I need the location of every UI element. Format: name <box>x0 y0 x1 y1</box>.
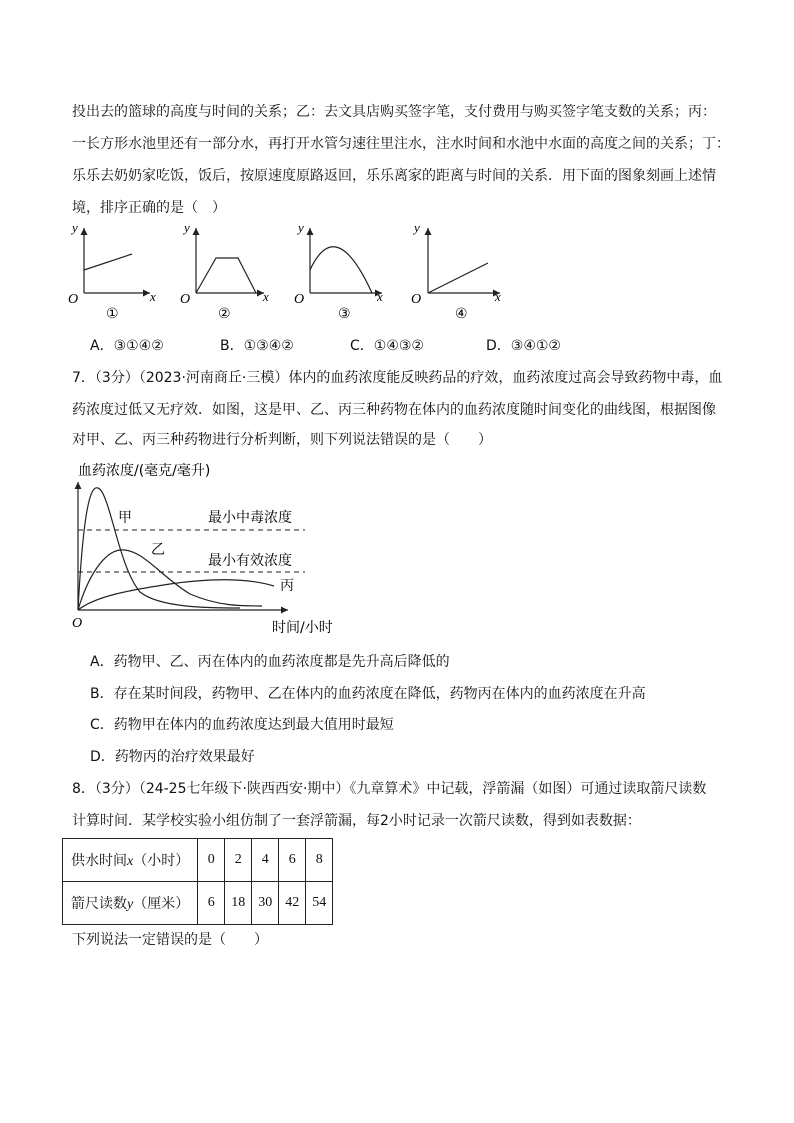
graph-2-y: y <box>184 220 190 235</box>
graph-3-o: O <box>294 292 305 307</box>
graph-1-y: y <box>72 220 78 235</box>
q8-after: 下列说法一定错误的是（ ） <box>72 932 268 948</box>
graph-3 <box>294 220 383 322</box>
table-cell: 6 <box>198 882 225 925</box>
q6-line-1: 投出去的篮球的高度与时间的关系；乙：去文具店购买签字笔，支付费用与购买签字笔支数的关系；丙： <box>72 104 716 120</box>
effective-label: 最小有效浓度 <box>208 553 292 569</box>
table-cell: 6 <box>279 839 306 882</box>
graph-2-label: ② <box>218 306 231 322</box>
q7-ylabel: 血药浓度/(毫克/毫升) <box>78 463 211 479</box>
table-row <box>63 882 333 925</box>
graph-4-label: ④ <box>455 306 468 322</box>
q7-option-c[interactable]: C．药物甲在体内的血药浓度达到最大值用时最短 <box>90 717 394 733</box>
q6-line-2: 一长方形水池里还有一部分水，再打开水管匀速往里注水，注水时间和水池中水面的高度之间的关系；丁： <box>72 136 730 152</box>
q7-chart <box>0 456 794 636</box>
q6-line-4: 境，排序正确的是（ ） <box>72 200 226 216</box>
graph-1-x: x <box>150 289 156 304</box>
curve-bing-label: 丙 <box>280 578 294 594</box>
q6-option-c[interactable]: C．①④③② <box>350 338 424 354</box>
q7-line-2: 药浓度过低又无疗效．如图，这是甲、乙、丙三种药物在体内的血药浓度随时间变化的曲线图，根据图像 <box>72 402 716 418</box>
graph-4 <box>411 220 501 322</box>
graph-3-x: x <box>377 289 383 304</box>
curve-yi-label: 乙 <box>151 542 165 558</box>
q8-line-1: 8．（3分）（24-25七年级下·陕西西安·期中）《九章算术》中记载，浮箭漏（如图）可通过读取箭尺读数 <box>72 781 707 797</box>
q6-option-d[interactable]: D．③④①② <box>486 338 561 354</box>
q8-table <box>62 838 333 925</box>
toxic-label: 最小中毒浓度 <box>208 510 292 526</box>
table-cell: 18 <box>225 882 252 925</box>
table-cell: 8 <box>306 839 333 882</box>
q6-options <box>90 336 561 356</box>
graph-2 <box>180 220 269 322</box>
graph-2-x: x <box>263 289 269 304</box>
graph-4-x: x <box>495 289 501 304</box>
row1-header: 供水时间x（小时） <box>63 839 198 882</box>
q7-line-3: 对甲、乙、丙三种药物进行分析判断，则下列说法错误的是（ ） <box>72 432 492 448</box>
table-cell: 54 <box>306 882 333 925</box>
q6-graphs <box>0 218 794 328</box>
graph-3-curve <box>310 247 372 293</box>
table-cell: 4 <box>252 839 279 882</box>
table-cell: 30 <box>252 882 279 925</box>
q6-line-3: 乐乐去奶奶家吃饭，饭后，按原速度原路返回，乐乐离家的距离与时间的关系．用下面的图象刻画上述情 <box>72 168 716 184</box>
q7-origin: O <box>72 616 83 631</box>
table-cell: 0 <box>198 839 225 882</box>
q6-option-b[interactable]: B．①③④② <box>220 338 294 354</box>
graph-1-line <box>84 254 132 270</box>
table-row <box>63 839 333 882</box>
q7-line-1: 7．（3分）（2023·河南商丘·三模）体内的血药浓度能反映药品的疗效，血药浓度过高会导致药物中毒，血 <box>72 370 723 386</box>
row2-header: 箭尺读数y（厘米） <box>63 882 198 925</box>
graph-1-label: ① <box>106 306 119 322</box>
graph-3-label: ③ <box>338 306 351 322</box>
table-cell: 2 <box>225 839 252 882</box>
graph-4-line <box>428 263 488 293</box>
graph-3-y: y <box>298 220 304 235</box>
q8-line-2: 计算时间．某学校实验小组仿制了一套浮箭漏，每2小时记录一次箭尺读数，得到如表数据： <box>72 813 641 829</box>
graph-2-o: O <box>180 292 191 307</box>
graph-4-y: y <box>414 220 420 235</box>
table-cell: 42 <box>279 882 306 925</box>
graph-1 <box>68 220 156 322</box>
q6-option-a[interactable]: A．③①④② <box>90 338 164 354</box>
q7-option-a[interactable]: A．药物甲、乙、丙在体内的血药浓度都是先升高后降低的 <box>90 654 450 670</box>
q7-xlabel: 时间/小时 <box>272 620 333 636</box>
graph-4-o: O <box>411 292 422 307</box>
curve-jia-label: 甲 <box>118 510 132 526</box>
graph-2-line <box>196 258 256 293</box>
q7-option-d[interactable]: D．药物丙的治疗效果最好 <box>90 749 255 765</box>
q7-option-b[interactable]: B．存在某时间段，药物甲、乙在体内的血药浓度在降低，药物丙在体内的血药浓度在升高 <box>90 686 646 702</box>
graph-1-o: O <box>68 292 79 307</box>
